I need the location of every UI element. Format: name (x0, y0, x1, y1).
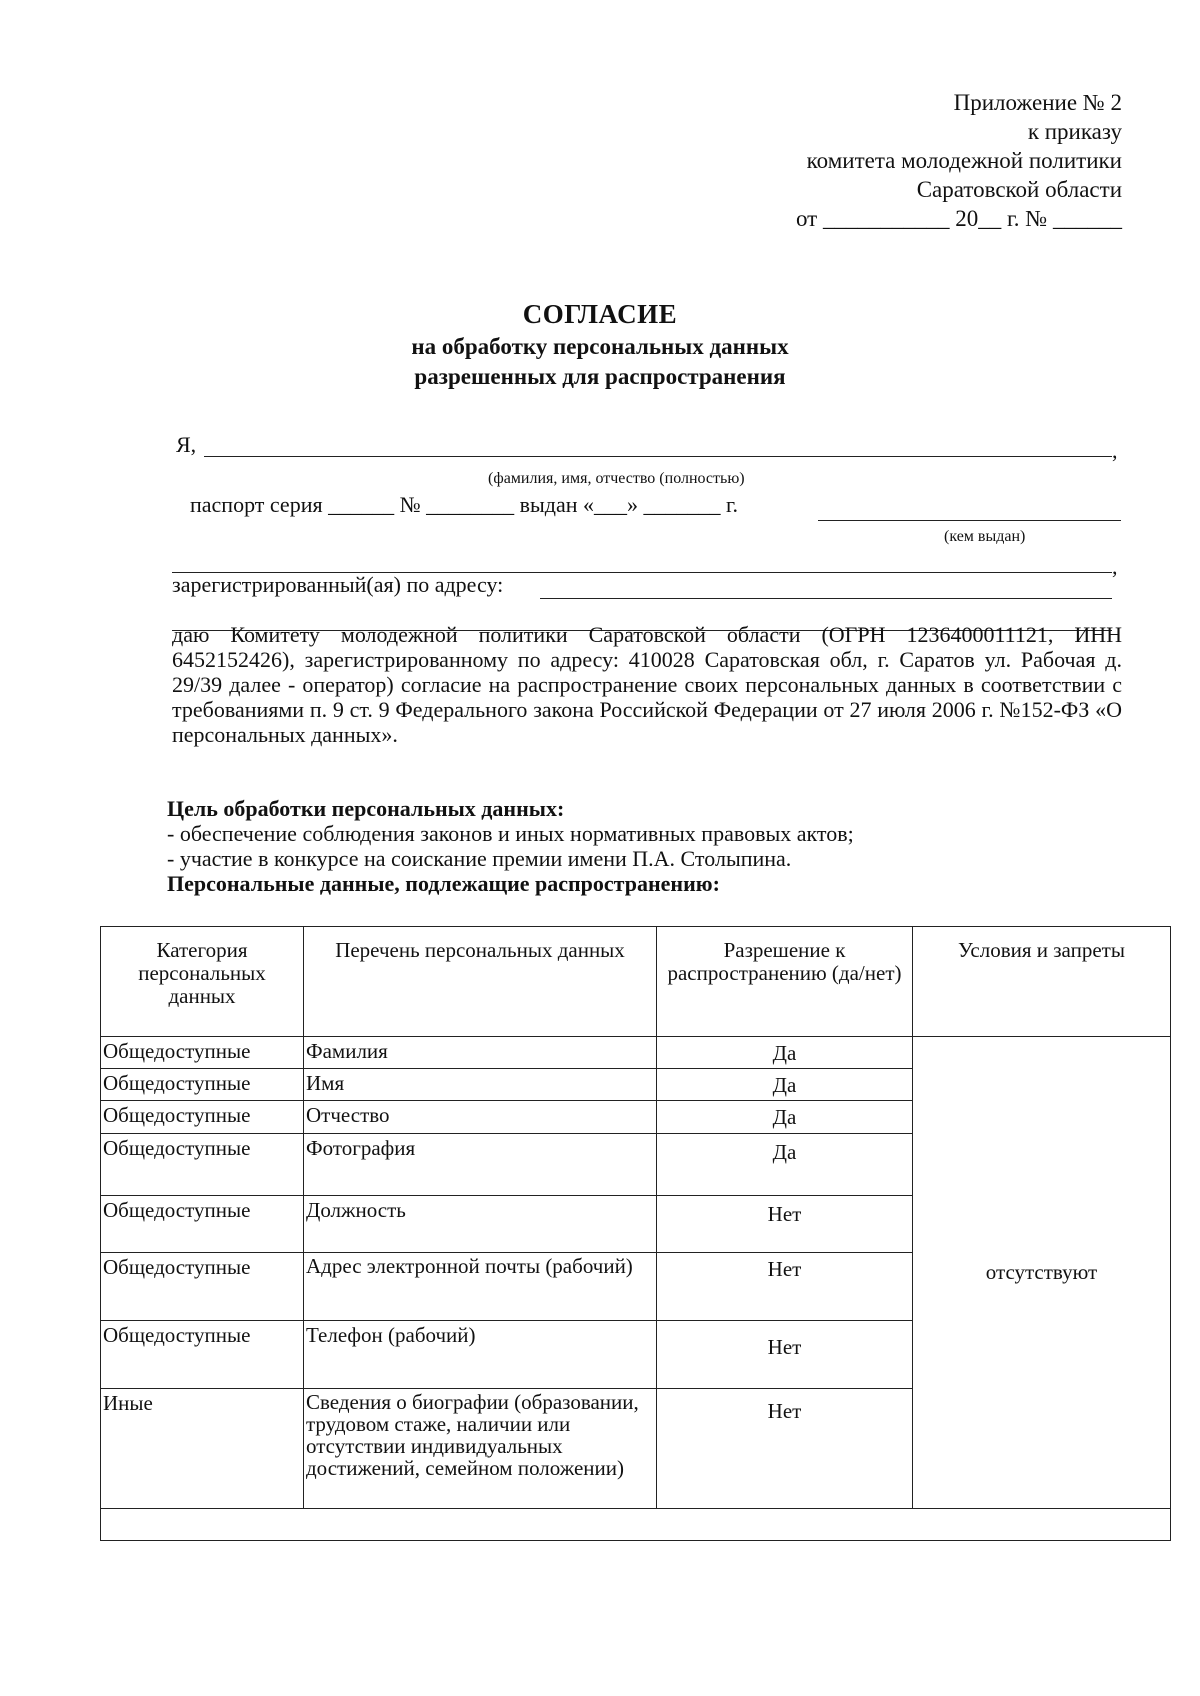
data-heading: Персональные данные, подлежащие распространению: (167, 871, 720, 896)
comma: , (1112, 438, 1118, 463)
cell-category: Общедоступные (101, 1037, 304, 1069)
purpose-section (167, 796, 1067, 896)
fio-caption: (фамилия, имя, отчество (полностью) (488, 470, 745, 487)
purpose-item-2: - участие в конкурсе на соискание премии имени П.А. Столыпина. (167, 846, 792, 871)
header-category: Категория персональных данных (101, 927, 304, 1037)
document-title (0, 296, 1200, 392)
table-empty-row (101, 1509, 1171, 1541)
fio-field[interactable] (204, 456, 1112, 457)
cell-item: Имя (304, 1069, 657, 1101)
issued-by-caption: (кем выдан) (944, 528, 1026, 545)
purpose-heading: Цель обработки персональных данных: (167, 796, 565, 821)
cell-category: Общедоступные (101, 1134, 304, 1196)
cell-permission: Нет (657, 1253, 913, 1321)
cell-empty (101, 1509, 1171, 1541)
cell-item: Фотография (304, 1134, 657, 1196)
cell-permission: Нет (657, 1196, 913, 1253)
passport-line: паспорт серия ______ № ________ выдан «___» _______ г. (190, 492, 739, 517)
table-header-row (101, 927, 1171, 1037)
cell-permission: Да (657, 1101, 913, 1134)
label-ya: Я, (176, 432, 197, 457)
cell-item: Отчество (304, 1101, 657, 1134)
purpose-item-1: - обеспечение соблюдения законов и иных нормативных правовых актов; (167, 821, 854, 846)
cell-item: Адрес электронной почты (рабочий) (304, 1253, 657, 1321)
cell-permission: Да (657, 1134, 913, 1196)
issued-by-field[interactable] (818, 520, 1121, 521)
cell-category: Общедоступные (101, 1101, 304, 1134)
registered-label: зарегистрированный(ая) по адресу: (172, 572, 504, 597)
cell-item: Сведения о биографии (образовании, трудовом стаже, наличии или отсутствии индивидуальных достижений, семейном положении) (304, 1389, 657, 1509)
cell-category: Иные (101, 1389, 304, 1509)
appendix-number: Приложение № 2 (953, 90, 1122, 115)
title-sub-2: разрешенных для распространения (414, 364, 786, 389)
cell-item: Телефон (рабочий) (304, 1321, 657, 1389)
appendix-region: Саратовской области (916, 177, 1122, 202)
cell-category: Общедоступные (101, 1196, 304, 1253)
title-sub-1: на обработку персональных данных (411, 334, 789, 359)
personal-data-table (100, 926, 1171, 1541)
appendix-date-number: от ___________ 20__ г. № ______ (795, 206, 1122, 231)
title-main: СОГЛАСИЕ (522, 299, 678, 329)
cell-category: Общедоступные (101, 1069, 304, 1101)
header-permission: Разрешение к распространению (да/нет) (657, 927, 913, 1037)
cell-permission: Нет (657, 1389, 913, 1509)
cell-conditions: отсутствуют (913, 1037, 1171, 1509)
address-field[interactable] (540, 598, 1112, 599)
cell-permission: Да (657, 1037, 913, 1069)
comma: , (1112, 554, 1118, 579)
appendix-order: к приказу (1027, 119, 1122, 144)
header-list: Перечень персональных данных (304, 927, 657, 1037)
cell-permission: Да (657, 1069, 913, 1101)
appendix-header (602, 88, 1122, 233)
cell-item: Должность (304, 1196, 657, 1253)
consent-text: даю Комитету молодежной политики Саратовской области (ОГРН 1236400011121, ИНН 6452152426), зарегистрированному по адресу: 410028 Саратовская обл, г. Саратов ул. Рабочая д. 29/39 далее - оператор) согласие на распространение своих персональных данных в соответствии с требованиями п. 9 ст. 9 Федерального закона Российской Федерации от 27 июля 2006 г. №152-ФЗ «О персональных данных». (172, 622, 1122, 747)
cell-category: Общедоступные (101, 1253, 304, 1321)
appendix-committee: комитета молодежной политики (806, 148, 1122, 173)
cell-item: Фамилия (304, 1037, 657, 1069)
cell-category: Общедоступные (101, 1321, 304, 1389)
table-row (101, 1037, 1171, 1069)
cell-permission: Нет (657, 1321, 913, 1389)
header-conditions: Условия и запреты (913, 927, 1171, 1037)
